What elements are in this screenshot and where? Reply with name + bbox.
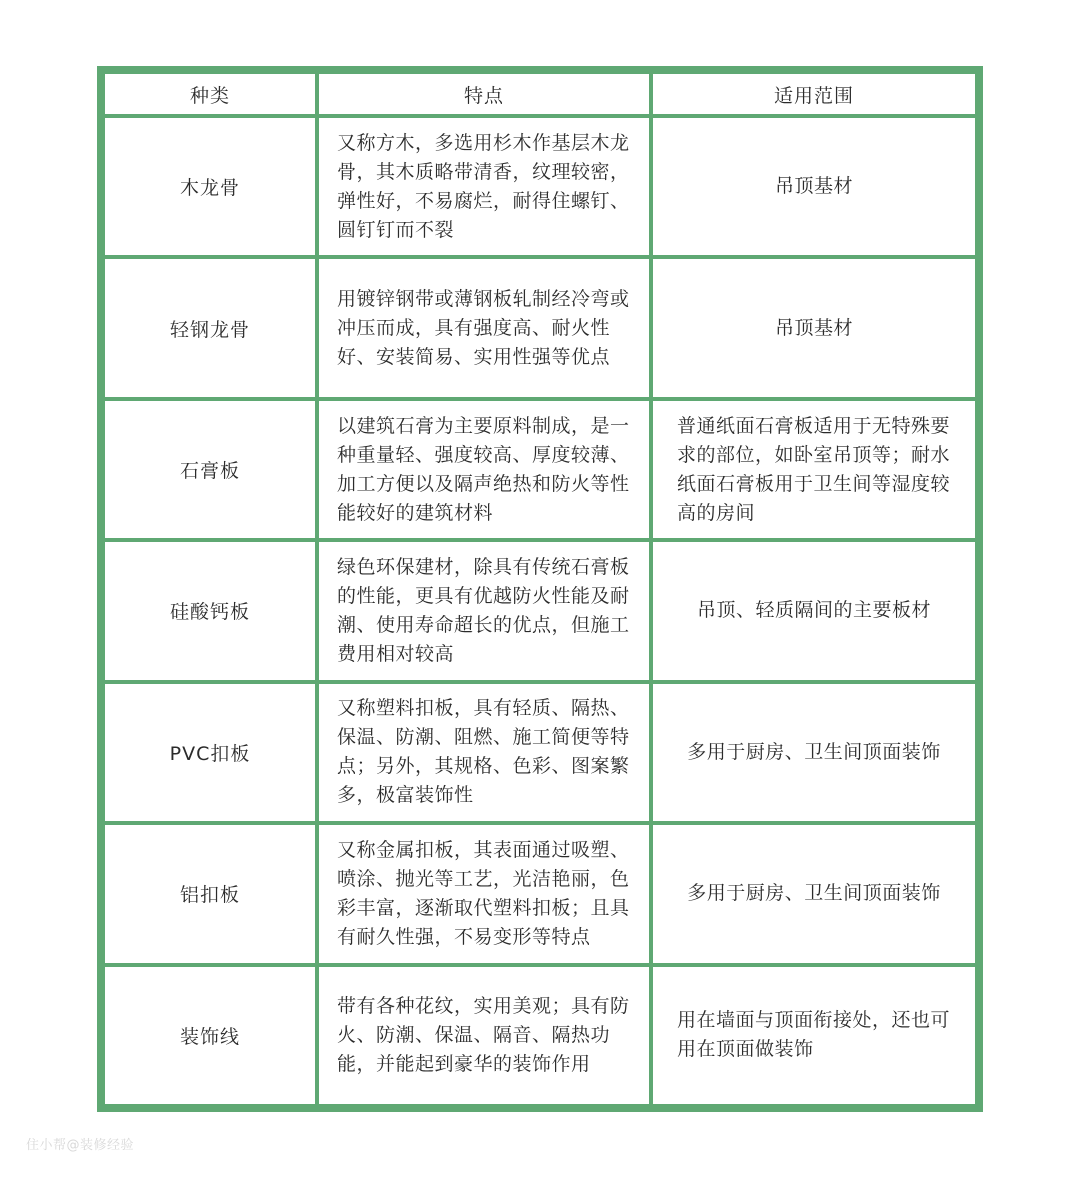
scope-cell: 普通纸面石膏板适用于无特殊要求的部位，如卧室吊顶等；耐水纸面石膏板用于卫生间等湿度较高的房间 [651, 399, 977, 540]
watermark-text: 住小帮@装修经验 [26, 1138, 135, 1153]
table-row [103, 823, 977, 964]
kind-cell: PVC扣板 [103, 682, 317, 823]
kind-cell: 石膏板 [103, 399, 317, 540]
header-scope: 适用范围 [651, 72, 977, 116]
materials-table-frame [97, 66, 983, 1112]
table-row [103, 399, 977, 540]
kind-cell: 铝扣板 [103, 823, 317, 964]
ceiling-materials-table [101, 70, 979, 1108]
scope-cell: 吊顶、轻质隔间的主要板材 [651, 540, 977, 681]
scope-cell: 吊顶基材 [651, 116, 977, 257]
scope-cell: 吊顶基材 [651, 257, 977, 398]
kind-cell: 装饰线 [103, 965, 317, 1106]
feature-cell: 以建筑石膏为主要原料制成，是一种重量轻、强度较高、厚度较薄、加工方便以及隔声绝热和防火等性能较好的建筑材料 [317, 399, 651, 540]
scope-cell: 用在墙面与顶面衔接处，还也可用在顶面做装饰 [651, 965, 977, 1106]
kind-cell: 硅酸钙板 [103, 540, 317, 681]
table-row [103, 965, 977, 1106]
header-kind: 种类 [103, 72, 317, 116]
table-row [103, 682, 977, 823]
feature-cell: 又称金属扣板，其表面通过吸塑、喷涂、抛光等工艺，光洁艳丽，色彩丰富，逐渐取代塑料扣板；且具有耐久性强，不易变形等特点 [317, 823, 651, 964]
kind-cell: 木龙骨 [103, 116, 317, 257]
table-row [103, 257, 977, 398]
feature-cell: 带有各种花纹，实用美观；具有防火、防潮、保温、隔音、隔热功能，并能起到豪华的装饰作用 [317, 965, 651, 1106]
feature-cell: 又称塑料扣板，具有轻质、隔热、保温、防潮、阻燃、施工简便等特点；另外，其规格、色彩、图案繁多，极富装饰性 [317, 682, 651, 823]
feature-cell: 又称方木，多选用杉木作基层木龙骨，其木质略带清香，纹理较密，弹性好，不易腐烂，耐得住螺钉、圆钉钉而不裂 [317, 116, 651, 257]
table-header-row [103, 72, 977, 116]
kind-cell: 轻钢龙骨 [103, 257, 317, 398]
feature-cell: 绿色环保建材，除具有传统石膏板的性能，更具有优越防火性能及耐潮、使用寿命超长的优点，但施工费用相对较高 [317, 540, 651, 681]
table-row [103, 540, 977, 681]
scope-cell: 多用于厨房、卫生间顶面装饰 [651, 682, 977, 823]
feature-cell: 用镀锌钢带或薄钢板轧制经冷弯或冲压而成，具有强度高、耐火性好、安装简易、实用性强等优点 [317, 257, 651, 398]
scope-cell: 多用于厨房、卫生间顶面装饰 [651, 823, 977, 964]
table-row [103, 116, 977, 257]
header-feature: 特点 [317, 72, 651, 116]
